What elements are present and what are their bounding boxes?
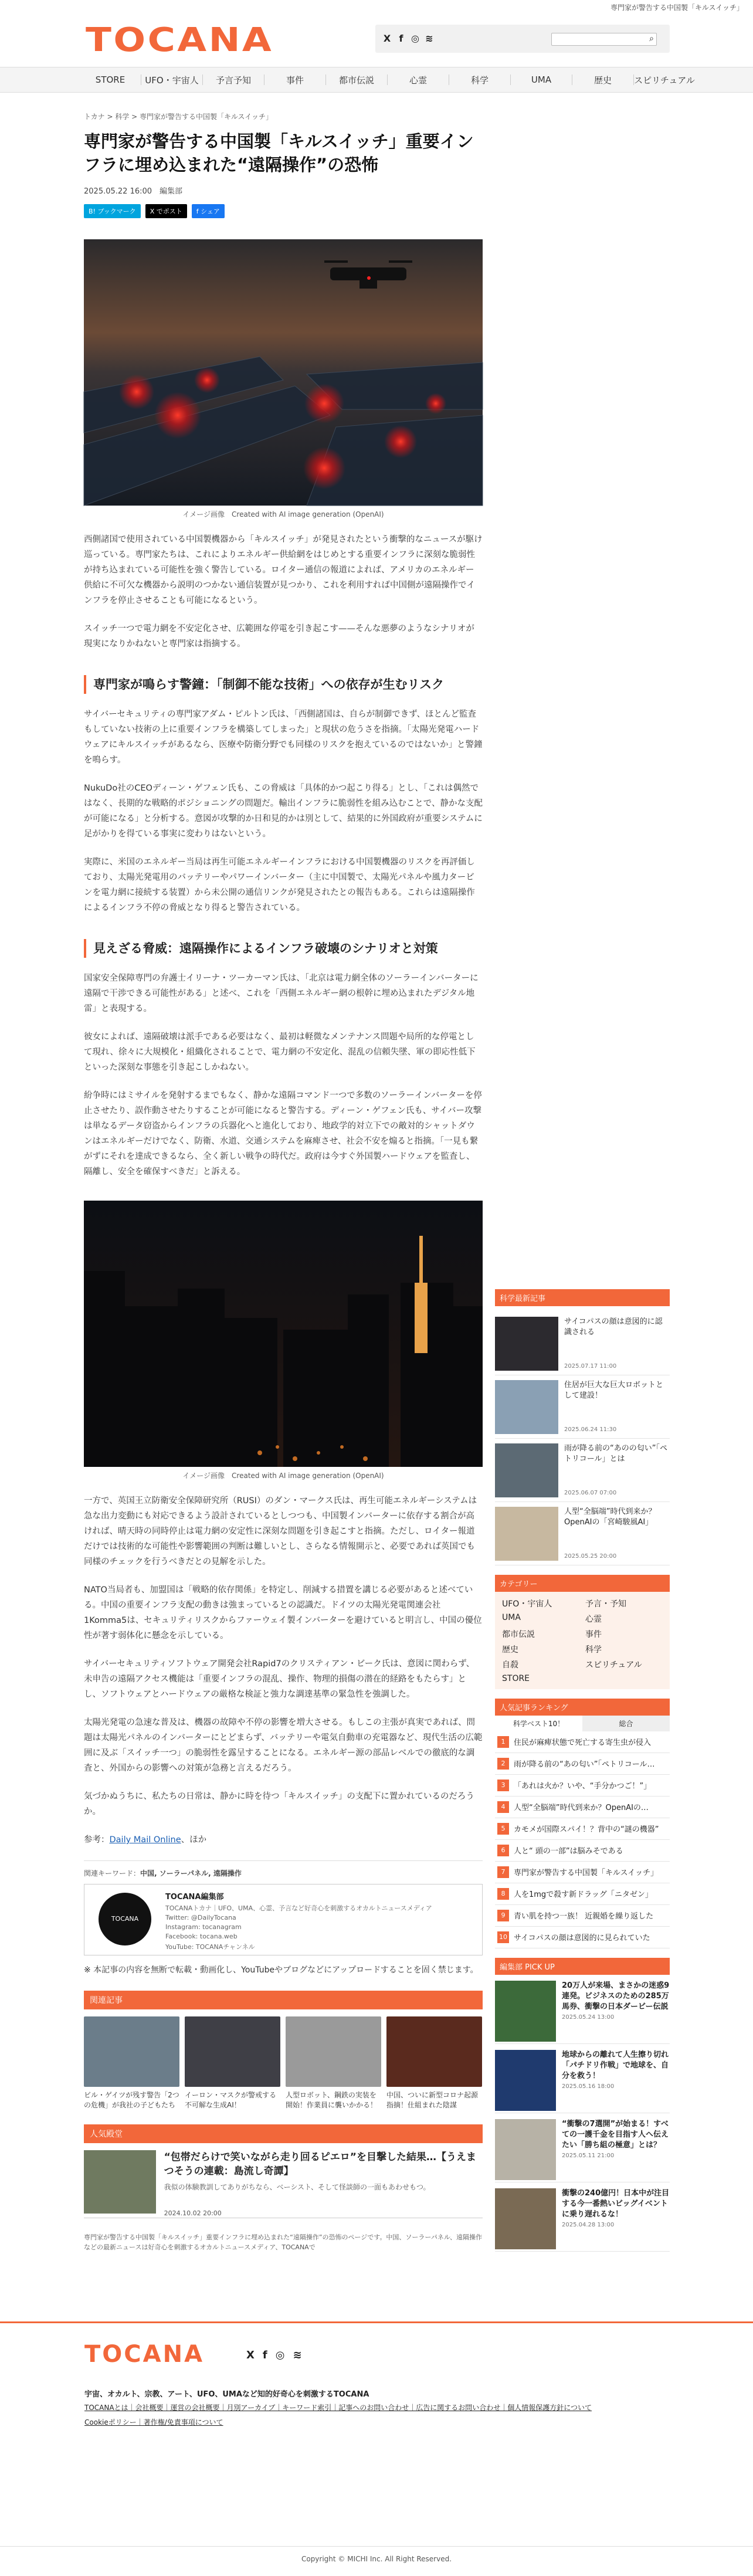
related-thumb[interactable]: [185, 2016, 280, 2087]
paragraph: 一方で、英国王立防衛安全保障研究所（RUSI）のダン・マークス氏は、再生可能エネルギーシステムは急な出力変動にも対応できるよう設計されているとしつつも、中国製インバーターに依存する割合が高ければ、晴天時の同時停止は電力網の安定性に深刻な問題を引き起こすと指摘。ただし、ロイター報道だけでは技術的な可能性や影響範囲の判断は難しいとし、さらなる情報開示と、必要であれば英国でも同様のチェックを行うべきだとの見解を示した。: [84, 1496, 477, 1567]
ranking-item[interactable]: 1 住民が麻痺状態で死亡する寄生虫が侵入: [495, 1731, 670, 1753]
tab-science[interactable]: 科学ベスト10！: [495, 1716, 582, 1731]
header-tools: [375, 25, 670, 53]
footer-links[interactable]: TOCANAとは｜会社概要｜運営の会社概要｜月別アーカイブ｜キーワード索引｜記事へのお問い合わせ｜広告に関するお問い合わせ｜個人情報保護方針について: [84, 2404, 592, 2412]
article: [84, 93, 483, 2252]
pickup-thumb[interactable]: [495, 2119, 556, 2180]
search-input[interactable]: [551, 33, 657, 46]
footer-tagline: 宇宙、オカルト、宗教、アート、UFO、UMAなど知的好奇心を刺激するTOCANA: [84, 2390, 369, 2399]
related-thumb[interactable]: [84, 2016, 179, 2087]
image-caption: イメージ画像 Created with AI image generation (OpenAI): [182, 1472, 384, 1480]
nav-urban-legend[interactable]: 都市伝説: [338, 74, 374, 86]
category-link[interactable]: 事件: [585, 1630, 602, 1639]
section-heading: 見えざる脅威：遠隔操作によるインフラ破壊のシナリオと対策: [84, 939, 483, 958]
pickup-thumb[interactable]: [495, 1981, 556, 2042]
copyright-notice: ※ 本記事の内容を無断で転載・動画化し、YouTubeやブログなどにアップロードすることを固く禁じます。: [84, 1965, 479, 1975]
popular-heading: 人気殿堂: [84, 2124, 483, 2143]
latest-thumb[interactable]: [495, 1507, 558, 1561]
article-title: 専門家が警告する中国製「キルスイッチ」重要インフラに埋め込まれた“遠隔操作”の恐怖: [84, 131, 474, 175]
latest-item[interactable]: 雨が降る前の“あのの匂い”「ペトリコール」とは 2025.06.07 07:00: [495, 1439, 670, 1502]
related-item[interactable]: ビル・ゲイツが残す警告「2つの危機」が我社の子どもたち: [84, 2016, 179, 2110]
ranking-list: [495, 1731, 670, 1948]
related-item[interactable]: 中国、ついに新型コロナ起源指摘！仕組まれた陰謀: [386, 2016, 482, 2110]
site-logo[interactable]: TOCANA: [86, 21, 274, 59]
related-thumb[interactable]: [286, 2016, 381, 2087]
share-buttons: [84, 204, 483, 218]
ranking-heading: 人気記事ランキング: [495, 1699, 670, 1716]
nav-spiritual[interactable]: スピリチュアル: [634, 74, 695, 86]
main-nav: [0, 67, 753, 93]
nav-incident[interactable]: 事件: [286, 74, 304, 86]
paragraph: 紛争時にはミサイルを発射するまでもなく、静かな遠隔コマンド一つで多数のソーラーインバーターを停止させたり、誤作動させたりすることが可能になると警告する。ディーン・ゲフェン氏も、サイバー攻撃は単なるデータ窃盗からインフラの兵器化へと進化しており、地政学的対立下での敵対的シャットダウンはエネルギーだけでなく、防衛、水道、交通システムを麻痺させ、社会不安を煽ると指摘。「一見も繋がずにそれを達成できるなら、全く新しい戦争の時代だ。政府は今すぐ外国製ハードウェアを監査し、隔離し、安全を確保すべきだ」と訴える。: [84, 1091, 482, 1177]
nav-store[interactable]: STORE: [95, 74, 126, 85]
author-desc: TOCANAトカナ｜UFO、UMA、心霊、予言など好奇心を刺激するオカルトニュースメディア: [165, 1904, 432, 1912]
latest-heading: 科学最新記事: [495, 1289, 670, 1306]
related-thumb[interactable]: [386, 2016, 482, 2087]
category-link[interactable]: 心霊: [585, 1615, 602, 1624]
topbar-tagline: 専門家が警告する中国製「キルスイッチ」: [610, 4, 744, 12]
article-body: [84, 532, 483, 1848]
paragraph: 実際に、米国のエネルギー当局は再生可能エネルギーインフラにおける中国製機器のリスクを再評価しており、太陽光発電用のバッテリーやパワーインバーター（主に中国製で、太陽光パネルや風力タービンを電力網に接続する装置）から未公開の通信リンクが発見されたとの報告もある。これらは遠隔操作によるインフラ不停の脅威となり得ると警告されている。: [84, 857, 475, 913]
latest-thumb[interactable]: [495, 1380, 558, 1434]
pickup-thumb[interactable]: [495, 2188, 556, 2249]
hatena-bookmark-button[interactable]: B! ブックマーク: [84, 204, 141, 218]
footer-social: [246, 2349, 302, 2361]
paragraph: サイバーセキュリティソフトウェア開発会社Rapid7のクリスティアン・ビーク氏は、意図に関わらず、未申告の遠隔アクセス機能は「重要インフラの混乱、操作、物理的損傷の潜在的経路をもたらす」とし、ソフトウェアとハードウェアの厳格な検証と強力な調達基準の緊急性を強調した。: [84, 1659, 475, 1699]
ranking-item[interactable]: 9 青い肌を持つ一族！ 近親婚を繰り返した: [495, 1905, 670, 1927]
ranking-item[interactable]: 4 人型“全脳端”時代到来か？OpenAIの…: [495, 1797, 670, 1818]
facebook-icon[interactable]: f: [399, 33, 403, 44]
latest-item[interactable]: 人型“全脳端”時代到来か？OpenAIの「宮崎駿風AI」 2025.05.25 20:00: [495, 1502, 670, 1565]
paragraph: 太陽光発電の急速な普及は、機器の故障や不停の影響を増大させる。もしこの主張が真実であれば、問題は太陽光パネルのインバーターにとどまらず、バッテリーや電気自動車の充電器など、現代生活の広範囲に及ぶ「スイッチ一つ」の脆弱性を露呈することになる。エネルギー源の部品レベルでの徹底的な調査と、外国からの影響への対策が急務と言えるだろう。: [84, 1718, 483, 1773]
ranking-tabs: [495, 1716, 670, 1731]
x-icon[interactable]: X: [246, 2349, 255, 2361]
city-blackout-image: [84, 1201, 483, 1467]
author-youtube[interactable]: YouTube: TOCANAチャンネル: [165, 1943, 255, 1951]
nav-paranormal[interactable]: 心霊: [409, 74, 427, 86]
related-heading: 関連記事: [84, 1991, 483, 2009]
latest-item[interactable]: 住居が巨大な巨大ロボットとして建設！ 2025.06.24 11:30: [495, 1375, 670, 1439]
footer-logo[interactable]: TOCANA: [84, 2341, 205, 2368]
pickup-thumb[interactable]: [495, 2050, 556, 2111]
nav-science[interactable]: 科学: [470, 74, 489, 86]
paragraph: 気づかぬうちに、私たちの日常は、静かに時を待つ「キルスイッチ」の支配下に置かれているのだろうか。: [84, 1792, 474, 1816]
section-heading: 専門家が鳴らす警鐘：「制御不能な技術」への依存が生むリスク: [84, 675, 483, 694]
keyword-links[interactable]: 中国, ソーラーパネル, 遠隔操作: [140, 1869, 242, 1877]
paragraph: NATO当局者も、加盟国は「戦略的依存関係」を特定し、削減する措置を講じる必要があると述べている。中国の重要インフラ支配の動きは強まっているとの認識だ。ドイツの太陽光発電関連会社1Komma5は、セキュリティリスクからファーウェイ製インバーターを避けていると明言し、中国の優位性が著す弱体化に懸念を示している。: [84, 1585, 482, 1640]
article-meta: [84, 185, 483, 196]
popular-title[interactable]: “包帯だらけで笑いながら走り回るピエロ”を目撃した結果…【うえまつそうの連載：島流し奇譚】: [164, 2151, 476, 2177]
instagram-icon[interactable]: ◎: [411, 33, 419, 44]
x-icon[interactable]: X: [383, 33, 391, 44]
nav-uma[interactable]: UMA: [531, 74, 552, 85]
latest-item[interactable]: サイコパスの顔は意図的に認識される 2025.07.17 11:00: [495, 1312, 670, 1375]
category-link[interactable]: 自殺: [502, 1660, 518, 1670]
category-link[interactable]: UFO・宇宙人: [502, 1599, 552, 1609]
search-icon[interactable]: ⌕: [649, 34, 654, 43]
ranking-item[interactable]: 3 「あれは火か？いや、“手分かつご！”」: [495, 1775, 670, 1797]
related-item[interactable]: イーロン・マスクが警戒する不可解な生成AI！: [185, 2016, 280, 2110]
facebook-share-button[interactable]: f シェア: [192, 204, 225, 218]
breadcrumb[interactable]: トカナ > 科学 > 専門家が警告する中国製「キルスイッチ」: [84, 113, 273, 121]
paragraph: スイッチ一つで電力網を不安定化させ、広範囲な停電を引き起こす——そんな悪夢のようなシナリオが現実になりかねないと専門家は指摘する。: [84, 624, 474, 649]
latest-thumb[interactable]: [495, 1443, 558, 1497]
author-box: [84, 1884, 483, 1955]
ranking-item[interactable]: 2 雨が降る前の“あの匂い”「ペトリコール…: [495, 1753, 670, 1775]
image-caption: イメージ画像 Created with AI image generation (OpenAI): [182, 510, 384, 518]
nav-ufo[interactable]: UFO・宇宙人: [145, 74, 199, 86]
popular-thumb[interactable]: [84, 2150, 156, 2214]
latest-list: [495, 1312, 670, 1565]
category-heading: カテゴリー: [495, 1575, 670, 1592]
footer: [0, 2321, 753, 2576]
ranking-item[interactable]: 7 専門家が警告する中国製「キルスイッチ」: [495, 1862, 670, 1883]
author-facebook[interactable]: Facebook: tocana.web: [165, 1933, 238, 1940]
page-summary: 専門家が警告する中国製「キルスイッチ」重要インフラに埋め込まれた“遠隔操作”の恐怖のページです。中国、ソーラーパネル、遠隔操作などの最新ニュースは好奇心を刺激するオカルトニュースメディア、TOCANAで: [84, 2233, 482, 2251]
category-link[interactable]: 予言・予知: [585, 1599, 626, 1609]
nav-history[interactable]: 歴史: [593, 74, 612, 86]
pickup-item[interactable]: 衝撃の240億円！日本中が注目する今一番熱いビッグイベントに乗り遅れるな！ 2025.04.28 13:00: [495, 2182, 670, 2252]
rss-icon[interactable]: ≋: [425, 33, 433, 44]
facebook-icon[interactable]: f: [262, 2349, 267, 2361]
author-instagram[interactable]: Instagram: tocanagram: [165, 1923, 242, 1931]
category-link[interactable]: 科学: [585, 1645, 602, 1655]
header: [0, 14, 753, 67]
reference-link[interactable]: Daily Mail Online: [109, 1835, 181, 1845]
reference: 参考：Daily Mail Online、ほか: [84, 1835, 207, 1845]
instagram-icon[interactable]: ◎: [275, 2349, 285, 2361]
related-item[interactable]: 人型ロボット、鋼鉄の実装を開始！作業員に襲いかかる！: [286, 2016, 381, 2110]
popular-date: 2024.10.02 20:00: [164, 2209, 222, 2217]
category-link[interactable]: 歴史: [502, 1645, 518, 1655]
paragraph: NukuDo社のCEOディーン・ゲフェン氏も、この脅威は「具体的かつ起こり得る」とし、「これは偶然ではなく、長期的な戦略的ポジショニングの問題だ。輸出インフラに脆弱性を組み込むことで、静かな支配が可能になる」と分析する。意図が攻撃的か日和見的かは別として、結果的に外国政府が重要システムに足がかりを得ている事実に変わりはないという。: [84, 784, 483, 839]
x-post-button[interactable]: X でポスト: [145, 204, 187, 218]
footer-links-2[interactable]: Cookieポリシー｜著作権/免責事項について: [84, 2418, 223, 2426]
paragraph: 彼女によれば、遠隔破壊は派手である必要はなく、最初は軽微なメンテナンス問題や局所的な停電として現れ、徐々に大規模化・組織化されることで、電力網の不安定化、混乱の信頼失墜、軍の即応性低下といった深刻な事態を引き起こしかねない。: [84, 1032, 476, 1072]
category-link[interactable]: STORE: [502, 1674, 530, 1683]
nav-prophecy[interactable]: 予言予知: [215, 74, 251, 86]
pickup-item[interactable]: 20万人が来場、まさかの迷惑9連発。ビジネスのための285万馬券、衝撃の日本ダービー伝説 2025.05.24 13:00: [495, 1975, 670, 2044]
category-link[interactable]: スピリチュアル: [585, 1660, 642, 1670]
ranking-item[interactable]: 6 人と“ 頭の一部”は脳みそである: [495, 1840, 670, 1862]
rss-icon[interactable]: ≋: [293, 2349, 302, 2361]
popular-desc: 我似の体験教訓してありがちなら、ベーシスト、そして怪談師の一面もあわせもつ。: [164, 2183, 430, 2191]
tab-overall[interactable]: 総合: [582, 1716, 670, 1731]
ranking-item[interactable]: 5 カモメが国際スパイ！？背中の“謎の機器”: [495, 1818, 670, 1840]
sidebar: [495, 1289, 670, 2252]
pickup-item[interactable]: “衝撃の7選開”が始まる！すべての一護千金を目指す人へ伝えたい「勝ち組の極意」とは？ 2025.05.11 21:00: [495, 2113, 670, 2182]
author-avatar: TOCANA: [99, 1893, 151, 1945]
category-list: [495, 1592, 670, 1689]
author-name[interactable]: TOCANA編集部: [165, 1893, 224, 1902]
article-author[interactable]: 編集部: [160, 187, 183, 196]
author-twitter[interactable]: Twitter: @DailyTocana: [165, 1914, 236, 1921]
related-list: [84, 2016, 483, 2110]
article-date: 2025.05.22 16:00: [84, 187, 152, 196]
pickup-item[interactable]: 地球からの離れて人生擦り切れ「パチドリ作戦」で地球を、自分を救う！ 2025.05.16 18:00: [495, 2044, 670, 2113]
ranking-item[interactable]: 8 人を1mgで殺す新ドラッグ「ニタゼン」: [495, 1883, 670, 1905]
keywords: 関連キーワード：中国, ソーラーパネル, 遠隔操作: [84, 1860, 483, 1878]
paragraph: 西側諸国で使用されている中国製機器から「キルスイッチ」が発見されたという衝撃的なニュースが駆け巡っている。専門家たちは、これによりエネルギー供給網をはじめとする重要インフラに深刻な脆弱性が持ち込まれている可能性を強く警告している。ロイター通信の報道によれば、アメリカのエネルギー供給に不可欠な機器から説明のつかない通信装置が見つかり、これを利用すれば中国側が遠隔操作でインフラを停止させることも可能になるという。: [84, 535, 483, 605]
paragraph: 国家安全保障専門の弁護士イリーナ・ツーカーマン氏は、「北京は電力網全体のソーラーインバーターに遠隔で干渉できる可能性がある」と述べ、これを「西側エネルギー網の根幹に埋め込まれたデジタル地雷」と表現する。: [84, 974, 479, 1014]
ranking-item[interactable]: 10 サイコパスの顔は意図的に見られていた: [495, 1927, 670, 1948]
topbar: [0, 0, 753, 14]
copyright: Copyright © MICHI Inc. All Right Reserved.: [0, 2546, 753, 2563]
category-link[interactable]: UMA: [502, 1613, 521, 1622]
category-link[interactable]: 都市伝説: [502, 1630, 535, 1639]
popular-item[interactable]: [84, 2150, 483, 2218]
hero-image-drone-solar: [84, 239, 483, 506]
latest-thumb[interactable]: [495, 1317, 558, 1371]
pickup-heading: 編集部 PICK UP: [495, 1958, 670, 1975]
paragraph: サイバーセキュリティの専門家アダム・ピルトン氏は、「西側諸国は、自らが制御できず、ほとんど監査もしていない技術の上に重要インフラを構築してしまった」と現状の危うさを指摘。「太陽光発電ハードウェアにキルスイッチがあるなら、医療や防衛分野でも同様のリスクを抱えているのではないか」と警鐘を鳴らす。: [84, 710, 483, 765]
